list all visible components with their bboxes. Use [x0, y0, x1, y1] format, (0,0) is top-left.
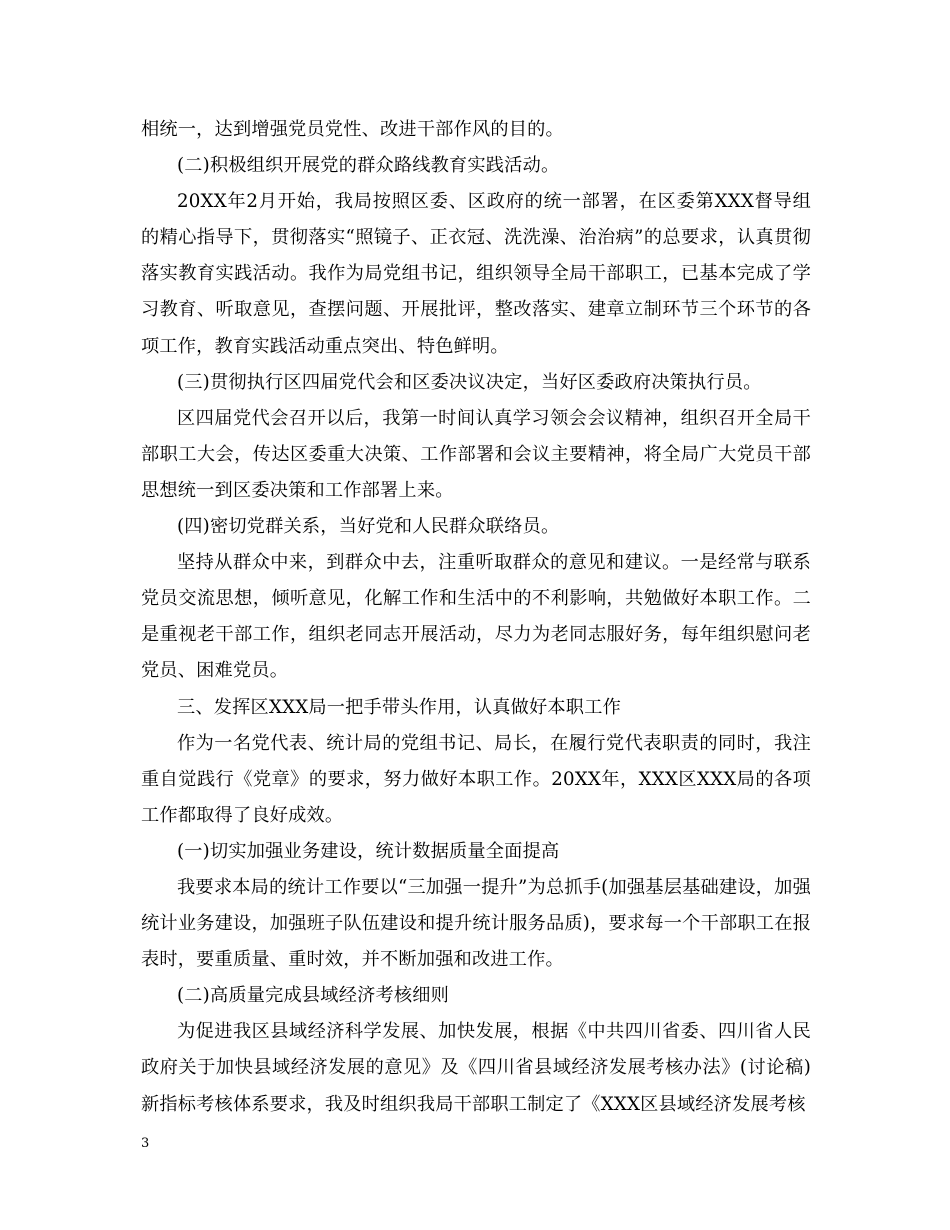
paragraph-1: 相统一，达到增强党员党性、改进干部作风的目的。 [141, 119, 564, 140]
paragraph-3: 20XX年2月开始，我局按照区委、区政府的统一部署，在区委第XXX督导组的精心指导下，贯彻落实“照镜子、正衣冠、洗洗澡、治治病”的总要求，认真贯彻落实教育实践活动。我作为局党组书记，组织领导全局干部职工，已基本完成了学习教育、听取意见，查摆问题、开展批评，整改落实、建章立制环节三个环节的各项工作，教育实践活动重点突出、特色鲜明。 [141, 191, 811, 357]
paragraph-11: 我要求本局的统计工作要以“三加强一提升”为总抓手(加强基层基础建设，加强统计业务建设，加强班子队伍建设和提升统计服务品质)，要求每一个干部职工在报表时，要重质量、重时效，并不断加强和改进工作。 [141, 876, 811, 971]
section-heading-3: (三)贯彻执行区四届党代会和区委决议决定，当好区委政府决策执行员。 [177, 371, 762, 393]
section-heading-2: (二)积极组织开展党的群众路线教育实践活动。 [177, 155, 560, 177]
paragraph-13: 为促进我区县域经济科学发展、加快发展，根据《中共四川省委、四川省人民政府关于加快县域经济发展的意见》及《四川省县域经济发展考核办法》(讨论稿)新指标考核体系要求，我及时组织我局干部职工制定了《XXX区县域经济发展考核 [141, 1021, 811, 1115]
paragraph-9: 作为一名党代表、统计局的党组书记、局长，在履行党代表职责的同时，我注重自觉践行《党章》的要求，努力做好本职工作。20XX年，XXX区XXX局的各项工作都取得了良好成效。 [141, 732, 811, 826]
page-number: 3 [141, 1136, 150, 1151]
subsection-heading-2: (二)高质量完成县域经济考核细则 [177, 985, 450, 1007]
paragraph-7: 坚持从群众中来，到群众中去，注重听取群众的意见和建议。一是经常与联系党员交流思想，倾听意见，化解工作和生活中的不利影响，共勉做好本职工作。二是重视老干部工作，组织老同志开展活动，尽力为老同志服好务，每年组织慰问老党员、困难党员。 [141, 552, 811, 682]
subsection-heading-1: (一)切实加强业务建设，统计数据质量全面提高 [177, 840, 560, 862]
section-heading-4: (四)密切党群关系，当好党和人民群众联络员。 [177, 516, 560, 538]
paragraph-5: 区四届党代会召开以后，我第一时间认真学习领会会议精神，组织召开全局干部职工大会，传达区委重大决策、工作部署和会议主要精神，将全局广大党员干部思想统一到区委决策和工作部署上来。 [141, 407, 811, 501]
chapter-heading-3: 三、发挥区XXX局一把手带头作用，认真做好本职工作 [177, 696, 621, 718]
document-body [141, 112, 811, 1123]
